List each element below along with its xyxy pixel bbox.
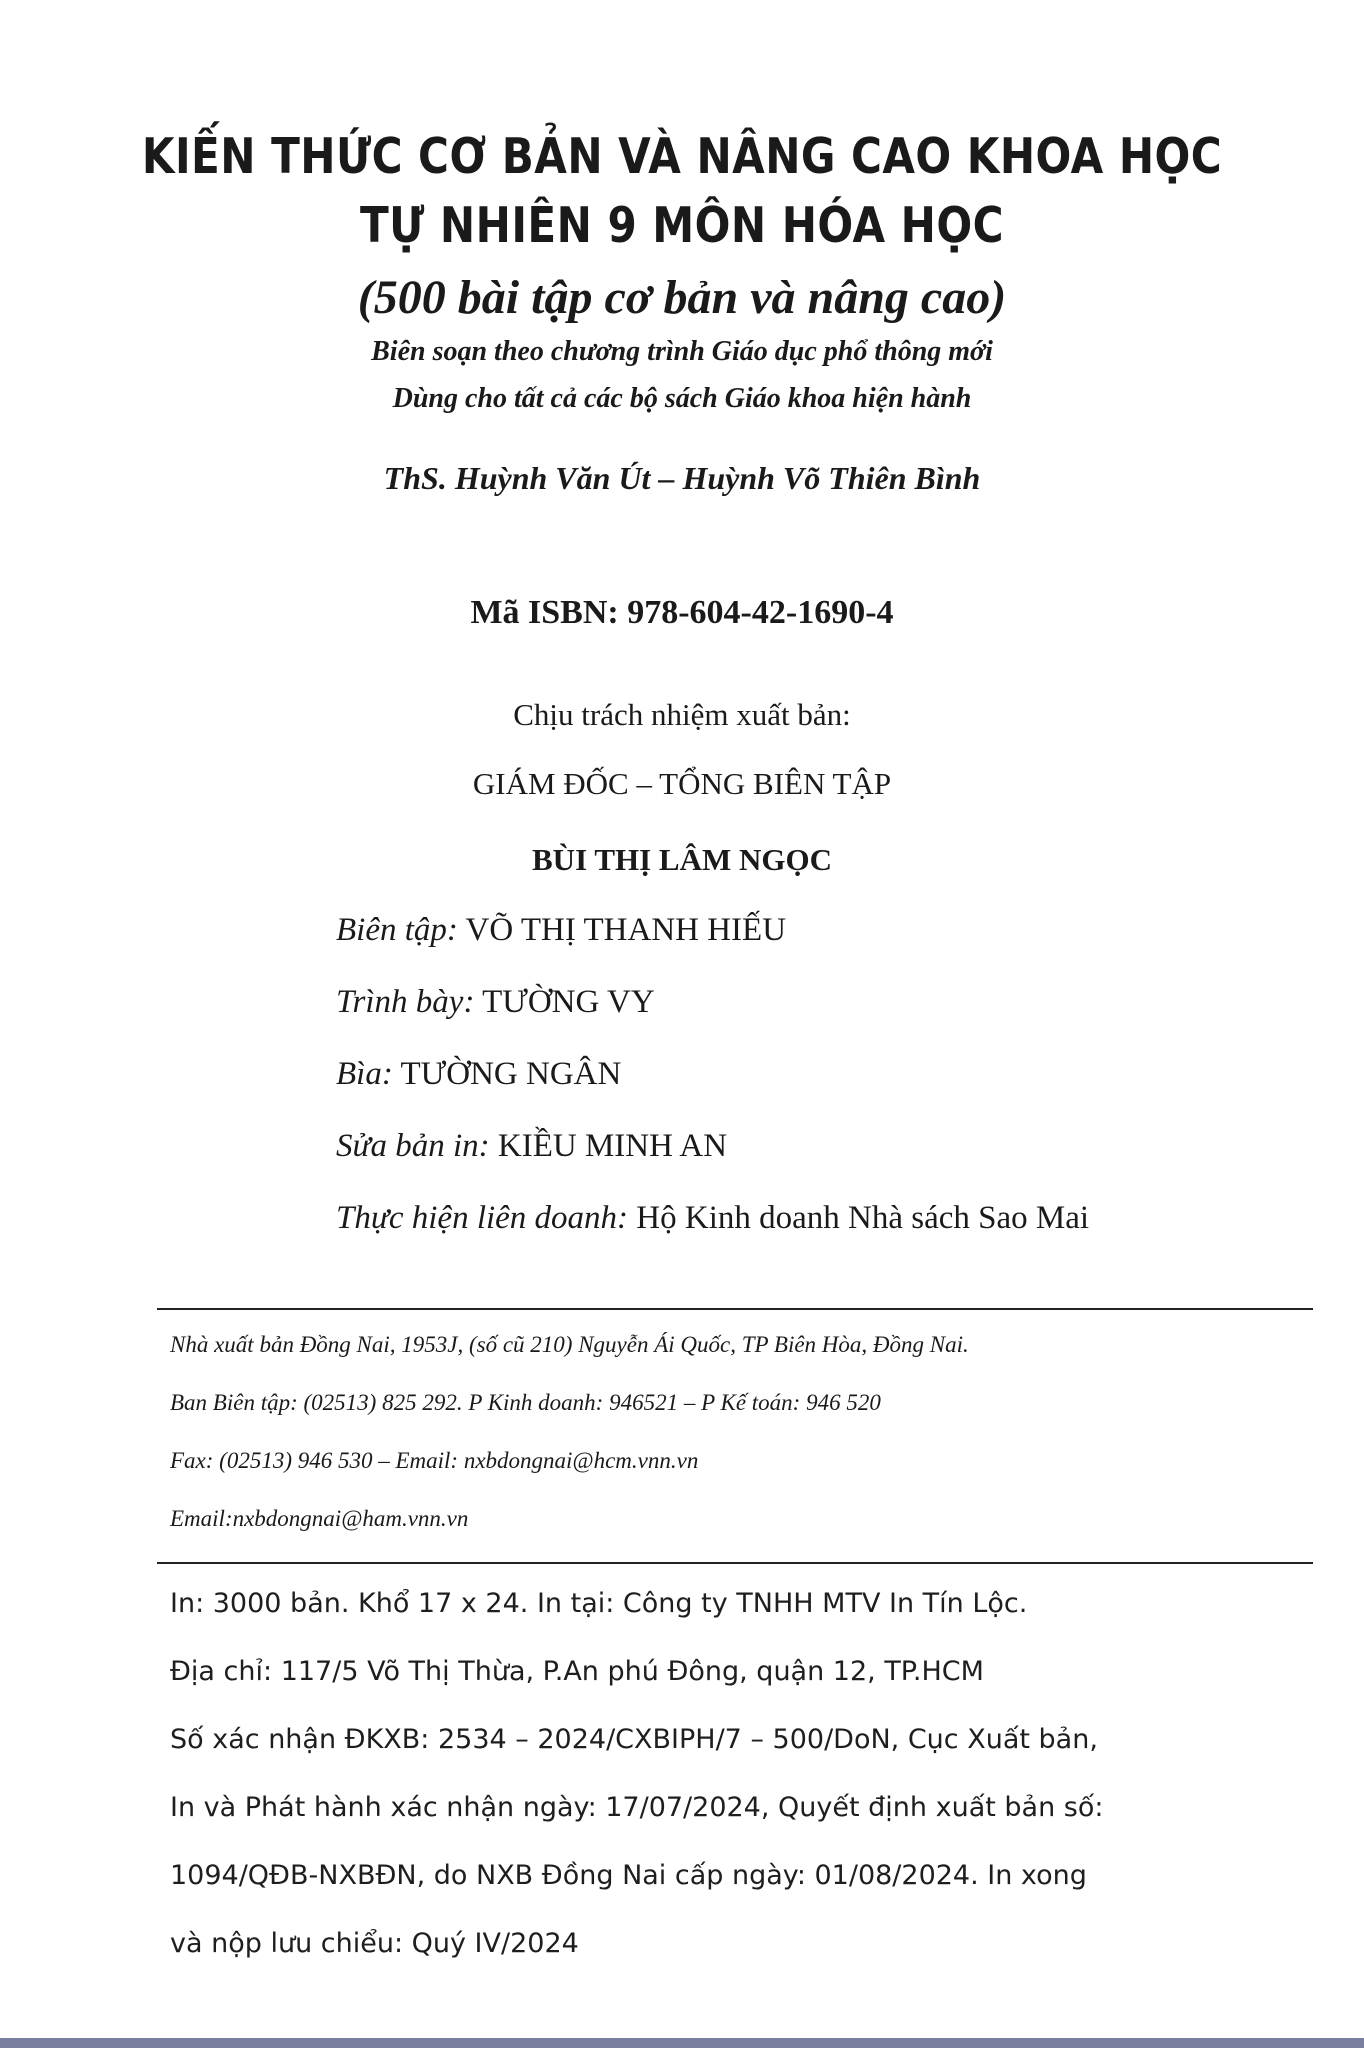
responsibility-label: Chịu trách nhiệm xuất bản: (513, 697, 851, 732)
credit-name: KIỀU MINH AN (497, 1128, 728, 1164)
credit-name: VÕ THỊ THANH HIẾU (465, 912, 787, 948)
printer-address: Địa chỉ: 117/5 Võ Thị Thừa, P.An phú Đông, quận 12, TP.HCM (170, 1656, 984, 1687)
publishing-decision: 1094/QĐB-NXBĐN, do NXB Đồng Nai cấp ngày: 01/08/2024. In xong (170, 1860, 1087, 1891)
credit-layout (336, 984, 655, 1021)
credit-role: Thực hiện liên doanh: (336, 1200, 629, 1236)
divider-top (157, 1308, 1313, 1310)
publisher-address: Nhà xuất bản Đồng Nai, 1953J, (số cũ 210) Nguyễn Ái Quốc, TP Biên Hòa, Đồng Nai. (170, 1332, 969, 1357)
credit-role: Biên tập: (336, 912, 458, 948)
publisher-email: Email:nxbdongnai@ham.vnn.vn (170, 1506, 469, 1531)
registration-number: Số xác nhận ĐKXB: 2534 – 2024/CXBIPH/7 – 500/DoN, Cục Xuất bản, (170, 1724, 1098, 1755)
isbn: Mã ISBN: 978-604-42-1690-4 (470, 594, 894, 631)
credit-role: Trình bày: (336, 984, 475, 1020)
curriculum-note: Biên soạn theo chương trình Giáo dục phổ thông mới (371, 336, 993, 367)
credit-role: Sửa bản in: (336, 1128, 490, 1164)
credit-name: TƯỜNG NGÂN (400, 1056, 622, 1092)
responsibility-name: BÙI THỊ LÂM NGỌC (532, 842, 832, 877)
credit-role: Bìa: (336, 1056, 393, 1092)
page-bottom-edge (0, 2038, 1364, 2048)
usage-note: Dùng cho tất cả các bộ sách Giáo khoa hiện hành (392, 383, 972, 414)
credit-proofreader (336, 1128, 727, 1165)
divider-bottom (157, 1562, 1313, 1564)
publisher-fax-email: Fax: (02513) 946 530 – Email: nxbdongnai@hcm.vnn.vn (170, 1448, 699, 1473)
responsibility-position: GIÁM ĐỐC – TỔNG BIÊN TẬP (472, 766, 892, 801)
credit-cover (336, 1056, 621, 1093)
book-title-line-2: TỰ NHIÊN 9 MÔN HÓA HỌC (360, 197, 1004, 254)
credit-name: TƯỜNG VY (482, 984, 655, 1020)
confirmation-date: In và Phát hành xác nhận ngày: 17/07/2024, Quyết định xuất bản số: (170, 1792, 1104, 1823)
print-run-info: In: 3000 bản. Khổ 17 x 24. In tại: Công ty TNHH MTV In Tín Lộc. (170, 1588, 1028, 1619)
publisher-phones: Ban Biên tập: (02513) 825 292. P Kinh doanh: 946521 – P Kế toán: 946 520 (170, 1390, 881, 1415)
credit-name: Hộ Kinh doanh Nhà sách Sao Mai (636, 1200, 1090, 1236)
book-title-line-1: KIẾN THỨC CƠ BẢN VÀ NÂNG CAO KHOA HỌC (141, 128, 1223, 185)
credit-editor (336, 912, 786, 949)
legal-deposit: và nộp lưu chiểu: Quý IV/2024 (170, 1928, 579, 1959)
book-subtitle: (500 bài tập cơ bản và nâng cao) (357, 271, 1007, 324)
credit-joint-venture (336, 1200, 1089, 1237)
authors: ThS. Huỳnh Văn Út – Huỳnh Võ Thiên Bình (383, 460, 981, 496)
